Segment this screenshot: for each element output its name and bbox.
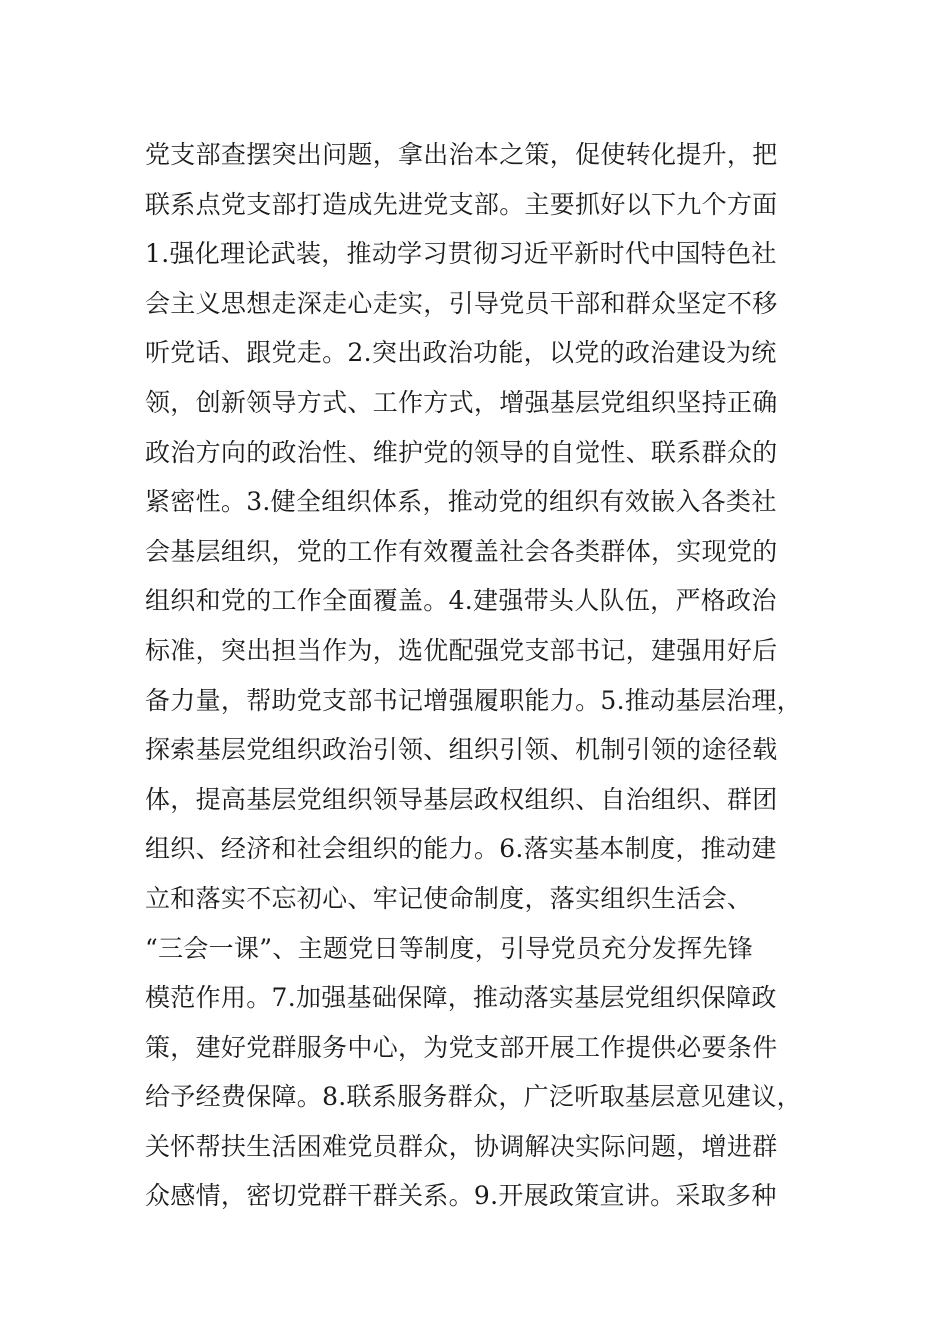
text-line: 联系点党支部打造成先进党支部。主要抓好以下九个方面 [145, 189, 778, 219]
body-text [145, 130, 845, 1221]
text-line: 政治方向的政治性、维护党的领导的自觉性、联系群众的 [145, 437, 778, 467]
text-line: 组织和党的工作全面覆盖。4.建强带头人队伍，严格政治 [145, 586, 777, 616]
text-line: 紧密性。3.健全组织体系，推动党的组织有效嵌入各类社 [145, 487, 777, 517]
text-line: 领，创新领导方式、工作方式，增强基层党组织坚持正确 [145, 387, 778, 417]
text-line: 体，提高基层党组织领导基层政权组织、自治组织、群团 [145, 784, 778, 814]
text-line: 备力量，帮助党支部书记增强履职能力。5.推动基层治理， [145, 685, 802, 715]
text-line: 会基层组织，党的工作有效覆盖社会各类群体，实现党的 [145, 536, 778, 566]
text-line: 会主义思想走深走心走实，引导党员干部和群众坚定不移 [145, 288, 778, 318]
text-line: 关怀帮扶生活困难党员群众，协调解决实际问题，增进群 [145, 1131, 778, 1161]
text-line: 组织、经济和社会组织的能力。6.落实基本制度，推动建 [145, 834, 777, 864]
text-line: 模范作用。7.加强基础保障，推动落实基层党组织保障政 [145, 983, 777, 1013]
text-line: 标准，突出担当作为，选优配强党支部书记，建强用好后 [145, 635, 778, 665]
text-line: 探索基层党组织政治引领、组织引领、机制引领的途径载 [145, 735, 778, 765]
text-line: 给予经费保障。8.联系服务群众，广泛听取基层意见建议， [145, 1082, 802, 1112]
text-line: 1.强化理论武装，推动学习贯彻习近平新时代中国特色社 [145, 239, 777, 269]
text-line: “三会一课”、主题党日等制度，引导党员充分发挥先锋 [145, 933, 754, 963]
text-line: 众感情，密切党群干群关系。9.开展政策宣讲。采取多种 [145, 1181, 777, 1211]
text-line: 听党话、跟党走。2.突出政治功能，以党的政治建设为统 [145, 338, 777, 368]
text-line: 立和落实不忘初心、牢记使命制度，落实组织生活会、 [145, 883, 753, 913]
text-line: 党支部查摆突出问题，拿出治本之策，促使转化提升，把 [145, 140, 778, 169]
text-line: 策，建好党群服务中心，为党支部开展工作提供必要条件 [145, 1032, 778, 1062]
